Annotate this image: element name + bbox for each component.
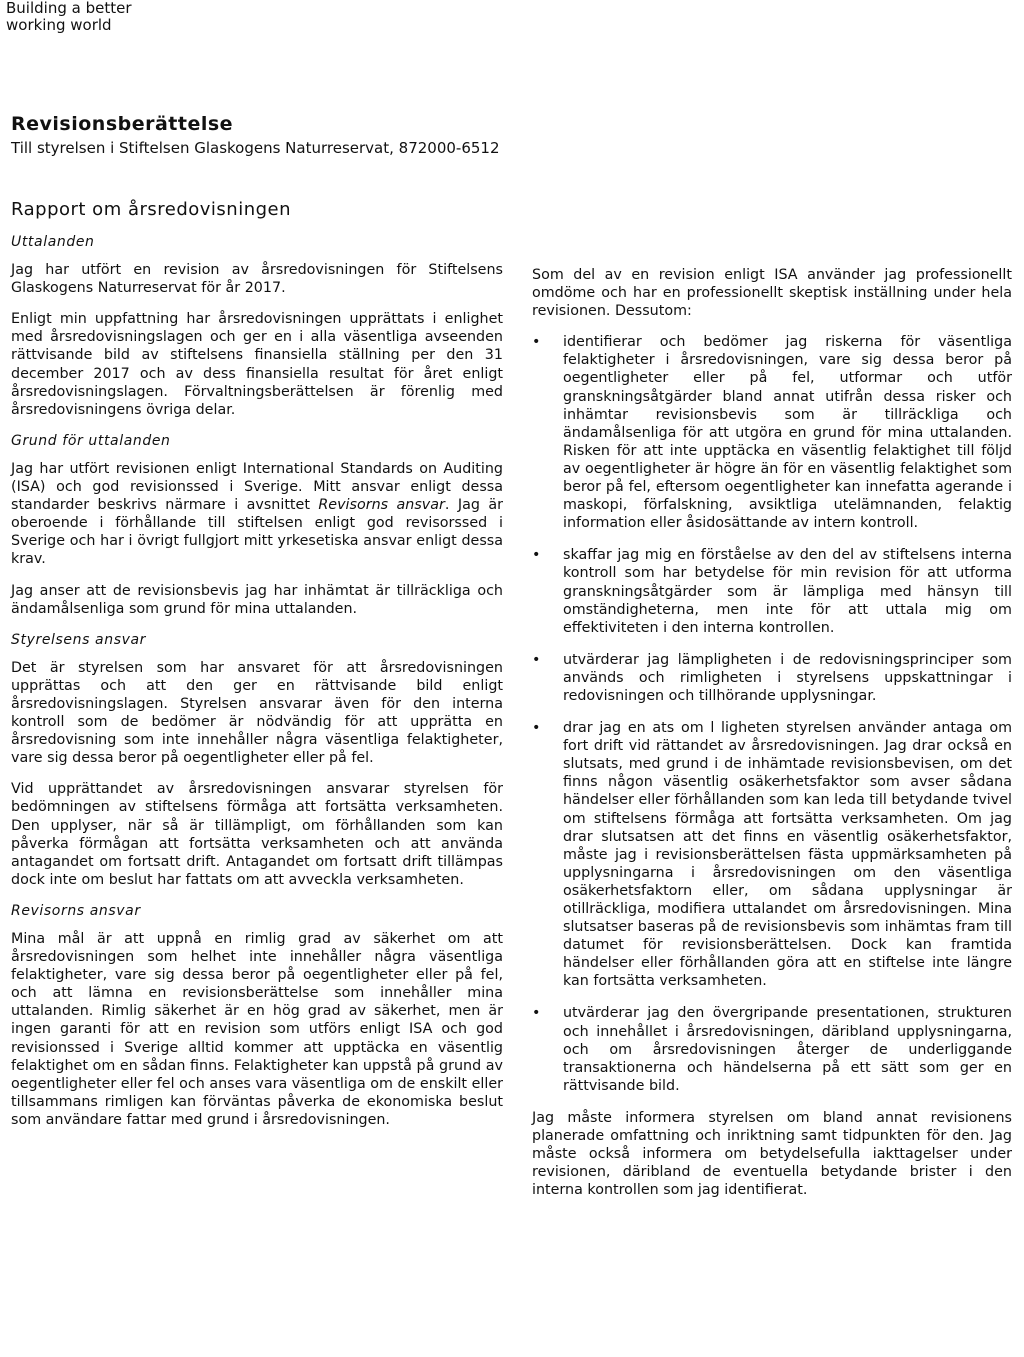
paragraph-intro: Som del av en revision enligt ISA använder jag professionellt omdöme och har en professionellt skeptisk inställning under hela revisionen. Dessutom: [532, 267, 1012, 320]
document-title: Revisionsberättelse [11, 113, 234, 135]
paragraph-grund-2: Jag anser att de revisionsbevis jag har inhämtat är tillräckliga och ändamålsenliga som grund för mina uttalanden. [11, 582, 503, 617]
brand-line-2: working world [6, 16, 112, 34]
list-item: • utvärderar jag den övergripande presentationen, strukturen och innehållet i årsredovisningen, däribland upplysningarna, och om årsredovisningen återger de underliggande transaktionerna och händelserna på ett sätt som ger en rättvisande bild. [532, 1004, 1012, 1094]
paragraph-grund-1 [11, 460, 503, 569]
left-column [11, 233, 503, 1142]
brand-line-1: Building a better [6, 0, 132, 17]
grund-text-b: . Jag är oberoende i förhållande till stiftelsen enligt god revisorssed i Sverige och har i övrigt fullgjort mitt yrkesetiska ansvar enligt dessa krav. [11, 497, 503, 568]
paragraph-uttalande-1: Jag har utfört en revision av årsredovisningen för Stiftelsens Glaskogens Naturreservat för år 2017. [11, 262, 503, 297]
grund-emphasis: Revisorns ansvar [318, 497, 445, 514]
list-item: • utvärderar jag lämpligheten i de redovisningsprinciper som används och rimligheten i styrelsens uppskattningar i redovisningen och tillhörande upplysningar. [532, 651, 1012, 705]
heading-styrelsens-ansvar: Styrelsens ansvar [11, 631, 147, 648]
paragraph-uttalande-2: Enligt min uppfattning har årsredovisningen upprättats i enlighet med årsredovisningslagen och ger en i alla väsentliga avseenden rättvisande bild av stiftelsens finansiella ställning per den 31 december 2017 och av dess finansiella resultat för året enligt årsredovisningslagen. Förvaltningsberättelsen är förenlig med årsredovisningens övriga delar. [11, 311, 503, 418]
list-item: • drar jag en ats om l ligheten styrelsen använder antaga om fort drift vid rättandet av årsredovisningen. Jag drar också en slutsats, med grund i de inhämtade revisionsbevisen, om det finns någon väsentlig osäkerhetsfaktor som avser sådana händelser eller förhållanden som kan leda till betydande tvivel om stiftelsens förmåga att fortsätta verksamheten. Om jag drar slutsatsen att det finns en väsentlig osäkerhetsfaktor, måste jag i revisionsberättelsen fästa uppmärksamheten på upplysningarna i årsredovisningen om den väsentliga osäkerhetsfaktorn eller, om sådana upplysningar är otillräckliga, modifiera uttalandet om årsredovisningen. Mina slutsatser baseras på de revisionsbevis som inhämtas fram till datumet för revisionsberättelsen. Dock kan framtida händelser eller förhållanden göra att en stiftelse inte längre kan fortsätta verksamheten. [532, 719, 1012, 990]
grund-text-a: Jag har utfört revisionen enligt International Standards on Auditing (ISA) och god revisionssed i Sverige. Mitt ansvar enligt dessa standarder beskrivs närmare i avsnittet [11, 460, 503, 514]
heading-grund: Grund för uttalanden [11, 432, 171, 449]
paragraph-revisorn: Mina mål är att uppnå en rimlig grad av säkerhet om att årsredovisningen som helhet inte innehåller några väsentliga felaktigheter, vare sig dessa beror på oegentligheter eller på fel, och att lämna en revisionsberättelse som innehåller mina uttalanden. Rimlig säkerhet är en hög grad av säkerhet, men är ingen garanti för att en revision som utförs enligt ISA och god revisionssed i Sverige alltid kommer att upptäcka en väsentlig felaktighet om en sådan finns. Felaktigheter kan uppstå på grund av oegentligheter eller fel och anses vara väsentliga om de enskilt eller tillsammans rimligen kan förväntas påverka de ekonomiska beslut som användare fattar med grund i årsredovisningen. [11, 931, 503, 1128]
section-title: Rapport om årsredovisningen [11, 199, 292, 220]
paragraph-styrelsen-2: Vid upprättandet av årsredovisningen ansvarar styrelsen för bedömningen av stiftelsens förmåga att fortsätta verksamheten. Den upplyser, när så är tillämpligt, om förhållanden som kan påverka förmågan att fortsätta verksamheten och att använda antagandet om fortsatt drift. Antagandet om fortsatt drift tillämpas dock inte om beslut har fattats om att avveckla verksamheten. [11, 781, 503, 888]
audit-steps-list [532, 333, 1012, 1095]
paragraph-styrelsen-1: Det är styrelsen som har ansvaret för att årsredovisningen upprättas och att den ger en rättvisande bild enligt årsredovisningslagen. Styrelsen ansvarar även för den interna kontroll som de bedömer är nödvändig för att upprätta en årsredovisning som inte innehåller några väsentliga felaktigheter, vare sig dessa beror på oegentligheter eller på fel. [11, 659, 503, 767]
document-subtitle: Till styrelsen i Stiftelsen Glaskogens Naturreservat, 872000-6512 [11, 139, 500, 157]
right-column [532, 266, 1012, 1212]
heading-revisorns-ansvar: Revisorns ansvar [11, 902, 141, 919]
heading-uttalanden: Uttalanden [11, 234, 95, 250]
brand-tagline [6, 0, 132, 34]
list-item: • identifierar och bedömer jag riskerna för väsentliga felaktigheter i årsredovisningen, vare sig dessa beror på oegentligheter eller på fel, utformar och utför granskningsåtgärder bland annat utifrån dessa risker och inhämtar revisionsbevis som är tillräckliga och ändamålsenliga för att utgöra en grund för mina uttalanden. Risken för att inte upptäcka en väsentlig felaktighet till följd av oegentligheter är högre än för en väsentlig felaktighet som beror på fel, eftersom oegentligheter kan innefatta agerande i maskopi, förfalskning, avsiktliga utelämnanden, felaktig information eller åsidosättande av intern kontroll. [532, 333, 1012, 532]
list-item: • skaffar jag mig en förståelse av den del av stiftelsens interna kontroll som har betydelse för min revision för att utforma granskningsåtgärder som är lämpliga med hänsyn till omständigheterna, men inte för att uttala mig om effektiviteten i den interna kontrollen. [532, 546, 1012, 636]
paragraph-closing: Jag måste informera styrelsen om bland annat revisionens planerade omfattning och inriktning samt tidpunkten för den. Jag måste också informera om betydelsefulla iakttagelser under revisionen, däribland de eventuella betydande brister i den interna kontrollen som jag identifierat. [532, 1109, 1012, 1199]
